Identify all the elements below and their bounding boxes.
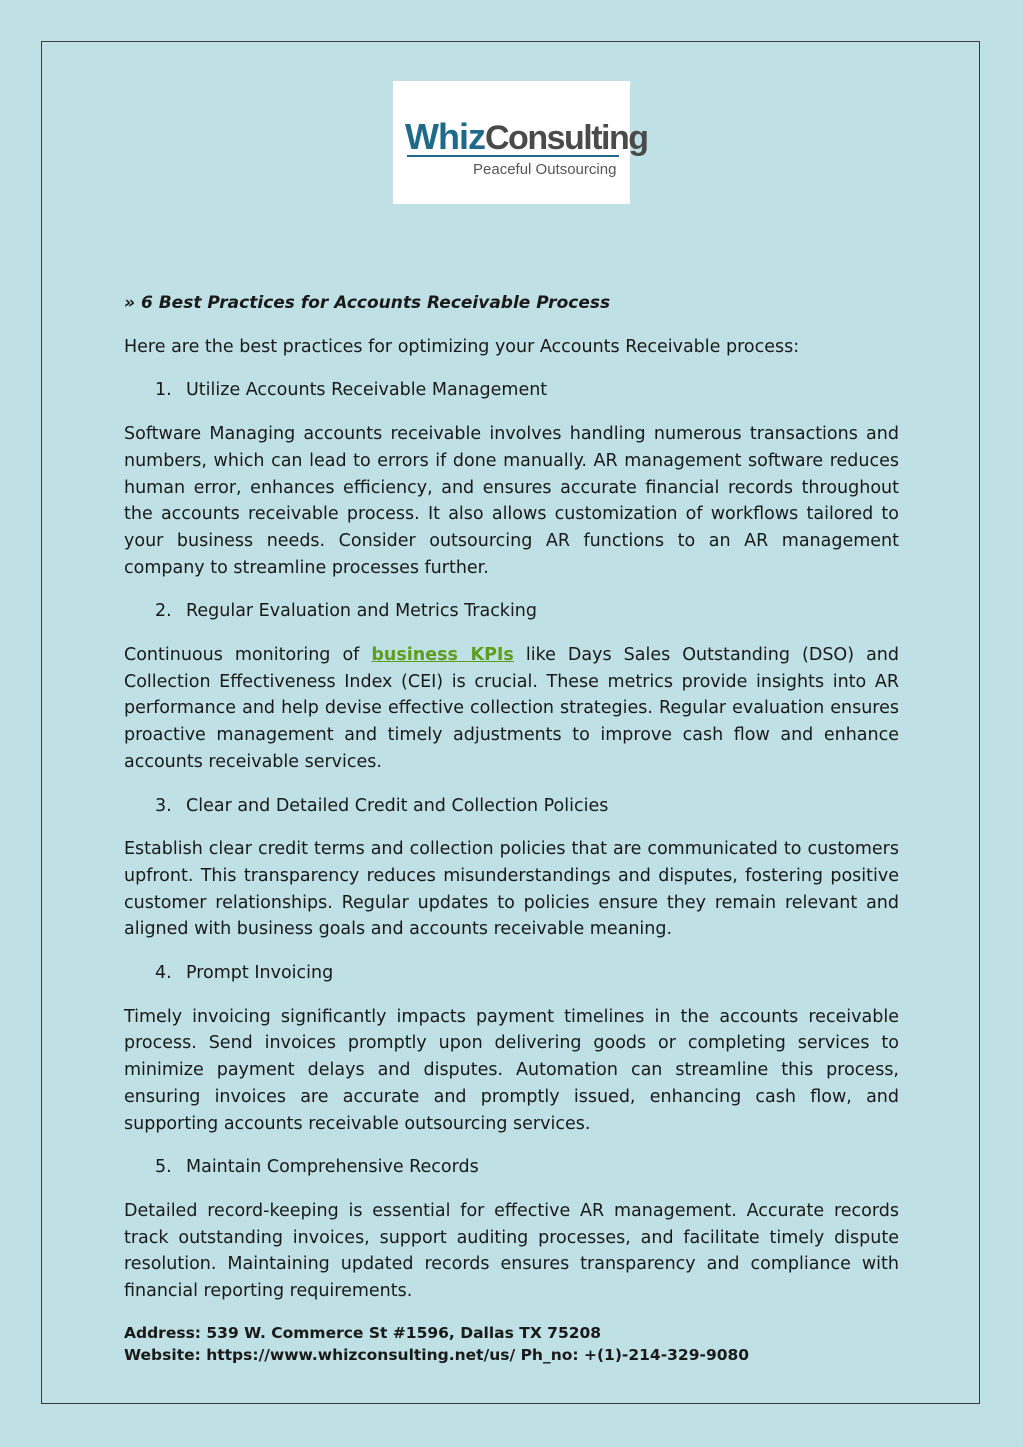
paragraph: Detailed record-keeping is essential for effective AR management. Accurate records track outstanding invoices, support auditing processes, and facilitate timely dispute resolution. Maintaining updated records ensures transparency and compliance with financial reporting requirements.	[124, 1200, 899, 1302]
list-item-number: 4.	[155, 963, 172, 984]
svg-text:Peaceful Outsourcing: Peaceful Outsourcing	[473, 161, 617, 178]
paragraph: Software Managing accounts receivable involves handling numerous transactions and numbers, which can lead to errors if done manually. AR management software reduces human error, enhances efficiency, and ensures accurate financial records throughout the accounts receivable process. It also allows customization of workflows tailored to your business needs. Consider outsourcing AR functions to an AR management company to streamline processes further.	[124, 424, 899, 578]
footer-address: Address: 539 W. Commerce St #1596, Dallas TX 75208	[124, 1324, 602, 1342]
footer	[124, 1323, 899, 1366]
footer-website: Website: https://www.whizconsulting.net/us/ Ph_no: +(1)-214-329-9080	[124, 1345, 750, 1364]
list-item-number: 2.	[155, 601, 172, 622]
list-item-title-text: Prompt Invoicing	[186, 963, 334, 984]
list-item-number: 1.	[155, 380, 172, 401]
list-item-title	[155, 960, 899, 987]
article-heading: » 6 Best Practices for Accounts Receivable Process	[124, 293, 611, 313]
list-item-title	[155, 1154, 899, 1181]
list-item-title	[155, 598, 899, 625]
list-item-title-text: Maintain Comprehensive Records	[186, 1157, 479, 1178]
list-item-title-text: Utilize Accounts Receivable Management	[186, 380, 548, 401]
svg-text:Consulting: Consulting	[485, 119, 648, 157]
list-item-title-text: Clear and Detailed Credit and Collection Policies	[186, 795, 609, 816]
svg-text:Whiz: Whiz	[405, 116, 485, 157]
paragraph	[124, 642, 899, 776]
article	[124, 290, 899, 1322]
article-intro: Here are the best practices for optimizing your Accounts Receivable process:	[124, 336, 800, 357]
list-item-number: 5.	[155, 1157, 172, 1178]
paragraph-text: like Days Sales Outstanding (DSO) and Collection Effectiveness Index (CEI) is crucial. These metrics provide insights into AR performance and help devise effective collection strategies. Regular evaluation ensures proactive management and timely adjustments to improve cash flow and enhance accounts receivable services.	[124, 645, 899, 772]
list-item-title	[155, 377, 899, 404]
paragraph-text: Continuous monitoring of	[124, 645, 372, 666]
company-logo	[393, 81, 648, 204]
list-item-title-text: Regular Evaluation and Metrics Tracking	[186, 601, 538, 622]
list-item-number: 3.	[155, 795, 172, 816]
paragraph: Timely invoicing significantly impacts payment timelines in the accounts receivable process. Send invoices promptly upon delivering goods or completing services to minimize payment delays and disputes. Automation can streamline this process, ensuring invoices are accurate and promptly issued, enhancing cash flow, and supporting accounts receivable outsourcing services.	[124, 1006, 899, 1134]
business-kpis-link[interactable]: business KPIs	[371, 645, 514, 666]
list-item-title	[155, 793, 899, 820]
paragraph: Establish clear credit terms and collection policies that are communicated to customers upfront. This transparency reduces misunderstandings and disputes, fostering positive customer relationships. Regular updates to policies ensure they remain relevant and aligned with business goals and accounts receivable meaning.	[124, 839, 899, 940]
